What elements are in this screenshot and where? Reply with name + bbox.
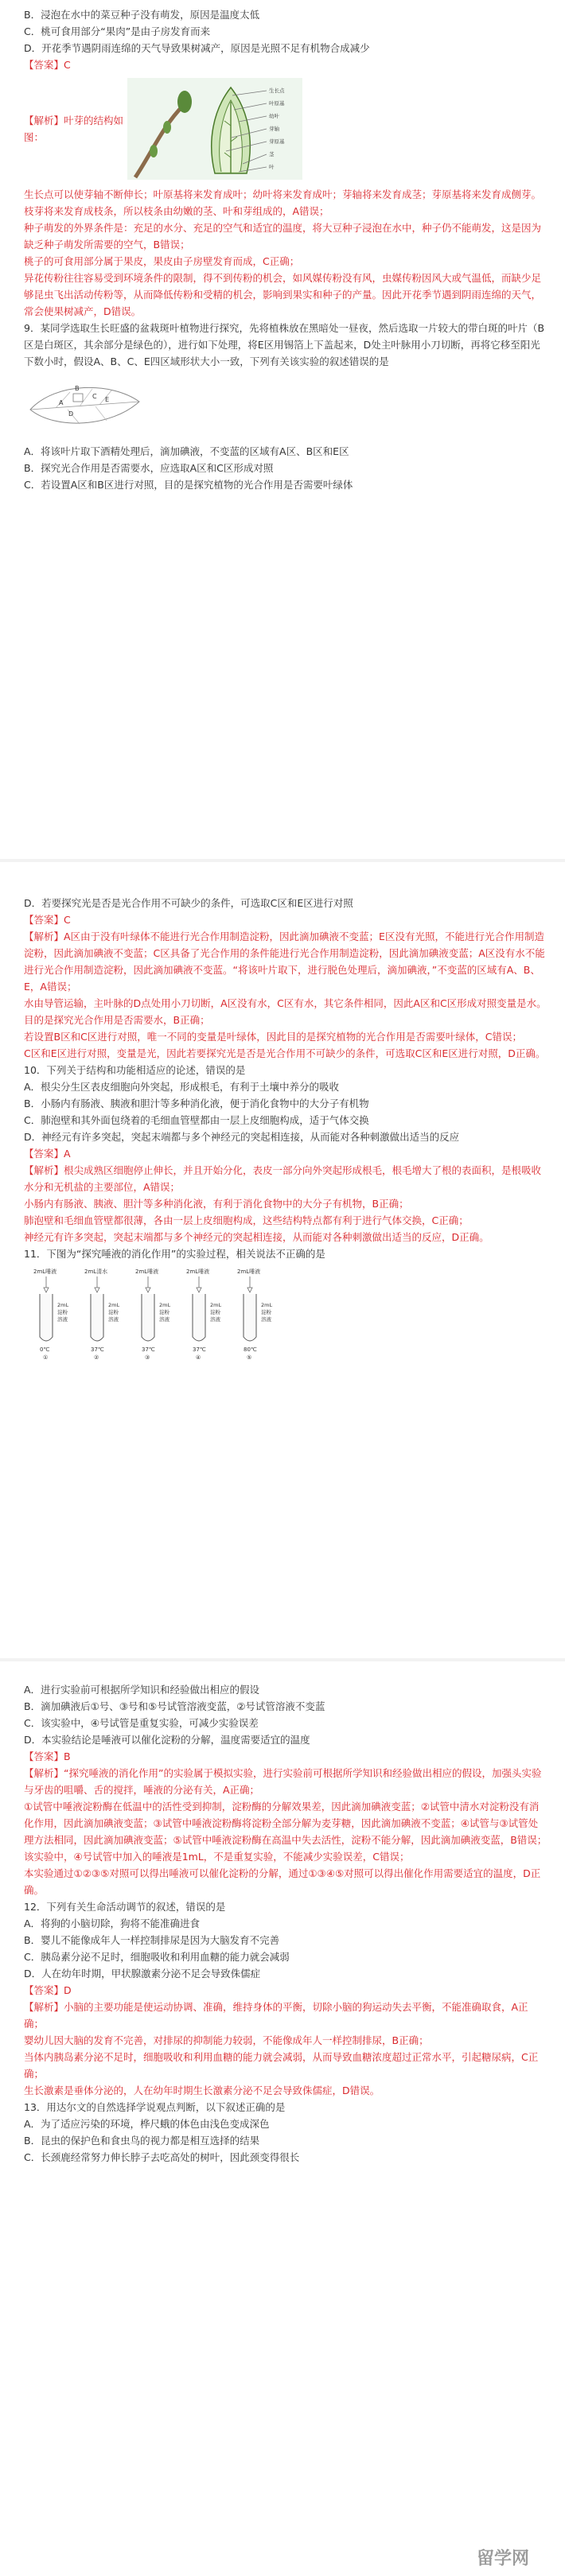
question-line: 12．下列有关生命活动调节的叙述，错误的是 xyxy=(24,1901,226,1913)
analysis-8-lead: 【解析】叶芽的结构如图： xyxy=(24,115,124,143)
tube-content-label: 2mL xyxy=(261,1302,273,1308)
answer-10: 【答案】A xyxy=(24,1148,71,1160)
tube-content-label: 溶液 xyxy=(159,1316,170,1323)
leaf-label-c: C xyxy=(92,393,97,400)
leaf-label-e: E xyxy=(105,396,110,403)
figure-label-young-leaf: 幼叶 xyxy=(269,113,279,119)
analysis-line: 【解析】“探究唾液的消化作用”的实验属于模拟实验，进行实验前可根据所学知识和经验做出相应的假设，加强头实验与牙齿的咀嚼、舌的搅拌，唾液的分泌有关，A正确； xyxy=(24,1767,542,1796)
tube-top-label: 2mL唾液 xyxy=(237,1269,261,1275)
page-separator xyxy=(0,1658,565,1661)
test-tube-5 xyxy=(237,1268,272,1361)
tube-number: ⑤ xyxy=(247,1354,252,1361)
tube-content-label: 溶液 xyxy=(57,1316,68,1323)
tube-content-label: 淀粉 xyxy=(261,1309,271,1315)
page-separator xyxy=(0,859,565,862)
text-line: B．浸泡在水中的菜豆种子没有萌发，原因是温度太低 xyxy=(24,9,260,21)
analysis-line: ①试管中唾液淀粉酶在低温中的活性受到抑制，淀粉酶的分解效果差，因此滴加碘液变蓝；②试管中清水对淀粉没有消化作用，因此滴加碘液变蓝；③试管中唾液淀粉酶将淀粉全部分解为麦芽糖，因此滴加碘液不变蓝；④试管与③试管处理方法相同，因此滴加碘液变蓝；⑤试管中唾液淀粉酶在高温中失去活性，淀粉不能分解，因此滴加碘液变蓝，B错误； xyxy=(24,1801,547,1846)
analysis-line: 本实验通过①②③⑤对照可以得出唾液可以催化淀粉的分解，通过①③④⑤对照可以得出催化作用需要适宜的温度，D正确。 xyxy=(24,1867,541,1896)
question-9-options xyxy=(24,443,547,493)
tube-content-label: 2mL xyxy=(108,1302,120,1308)
test-tube-2 xyxy=(84,1268,119,1361)
question-8-options xyxy=(24,6,547,56)
tube-content-label: 溶液 xyxy=(108,1316,119,1323)
analysis-line: 婴幼儿因大脑的发育不完善，对排尿的抑制能力较弱，不能像成年人一样控制排尿，B正确； xyxy=(24,2034,429,2046)
dropper-icon xyxy=(146,1276,150,1292)
figure-label-leaf-primordium: 叶原基 xyxy=(269,100,285,107)
analysis-11 xyxy=(24,1765,547,1898)
tube-temperature: 0℃ xyxy=(40,1346,50,1353)
text-line: D．开花季节遇阴雨连绵的天气导致果树减产，原因是光照不足有机物合成减少 xyxy=(24,42,370,54)
question-line: D．神经元有许多突起，突起末端都与多个神经元的突起相连接，从而能对各种刺激做出适当的反应 xyxy=(24,1131,460,1143)
option-line: C．若设置A区和B区进行对照，目的是探究植物的光合作用是否需要叶绿体 xyxy=(24,479,353,491)
analysis-line: 【解析】根尖成熟区细胞停止伸长，并且开始分化，表皮一部分向外突起形成根毛，根毛增大了根的表面积，是根吸收水分和无机盐的主要部位，A错误； xyxy=(24,1164,542,1193)
tube-temperature: 80℃ xyxy=(244,1346,257,1353)
tube-content-label: 2mL xyxy=(210,1302,222,1308)
tube-number: ① xyxy=(43,1354,49,1361)
tube-number: ③ xyxy=(145,1354,150,1361)
page-3-content xyxy=(24,1681,547,2166)
leaf-regions-diagram xyxy=(24,378,143,432)
tube-top-label: 2mL清水 xyxy=(84,1269,108,1275)
figure-label-leaf: 叶 xyxy=(269,164,275,170)
analysis-line: 若设置B区和C区进行对照，唯一不同的变量是叶绿体，因此目的是探究植物的光合作用是否需要叶绿体，C错误； xyxy=(24,1031,523,1043)
test-tube-1 xyxy=(33,1268,68,1361)
analysis-line: 小肠内有肠液、胰液、胆汁等多种消化液，有利于消化食物中的大分子有机物，B正确； xyxy=(24,1198,409,1210)
tube-temperature: 37℃ xyxy=(91,1346,104,1353)
question-line: B．昆虫的保护色和食虫鸟的视力都是相互选择的结果 xyxy=(24,2135,260,2147)
option-line: C．该实验中，④号试管是重复实验，可减少实验误差 xyxy=(24,1717,259,1729)
tube-body xyxy=(40,1294,53,1341)
question-13 xyxy=(24,2099,547,2166)
analysis-line: 【解析】A区由于没有叶绿体不能进行光合作用制造淀粉，因此滴加碘液不变蓝；E区没有光照，不能进行光合作用制造淀粉，因此滴加碘液不变蓝；C区具备了光合作用的条件能进行光合作用制造淀粉，因此滴加碘液变蓝；A区没有水不能进行光合作用制造淀粉，因此滴加碘液不变蓝。“将该叶片取下，进行脱色处理后，滴加碘液，”不变蓝的区域有A、B、E，A错误； xyxy=(24,931,545,993)
leaf-label-a: A xyxy=(59,399,64,406)
tube-body xyxy=(193,1294,205,1341)
tube-content-label: 淀粉 xyxy=(159,1309,170,1315)
answer-12: 【答案】D xyxy=(24,1984,72,1996)
figure-label-bud-primordium: 芽原基 xyxy=(269,138,285,145)
question-line: C．长颈鹿经常努力伸长脖子去吃高处的树叶，因此颈变得很长 xyxy=(24,2151,300,2163)
tube-number: ④ xyxy=(196,1354,201,1361)
tube-top-label: 2mL唾液 xyxy=(33,1269,57,1275)
leaf-bud-structure-diagram xyxy=(127,78,302,180)
question-12 xyxy=(24,1898,547,1982)
analysis-line: 神经元有许多突起，突起末端都与多个神经元的突起相连接，从而能对各种刺激做出适当的反应，D正确。 xyxy=(24,1231,489,1243)
dropper-icon xyxy=(247,1276,252,1292)
tube-content-label: 溶液 xyxy=(210,1316,220,1323)
test-tube-4 xyxy=(186,1268,221,1361)
analysis-line: 该实验中，④号试管中加入的唾液是1mL，不是重复实验，不能减少实验误差，C错误； xyxy=(24,1851,410,1863)
analysis-line: 【解析】小脑的主要功能是使运动协调、准确，维持身体的平衡，切除小脑的狗运动失去平衡，不能准确取食，A正确； xyxy=(24,2001,528,2030)
analysis-line: 生长激素是垂体分泌的，人在幼年时期生长激素分泌不足会导致侏儒症，D错误。 xyxy=(24,2085,380,2096)
figure-label-bud-axis: 芽轴 xyxy=(269,126,279,132)
tube-body xyxy=(244,1294,256,1341)
analysis-line: C区和E区进行对照，变量是光，因此若要探究光是否是光合作用不可缺少的条件，可选取C区和E区进行对照，D正确。 xyxy=(24,1047,546,1059)
leaf-label-d: D xyxy=(68,410,74,418)
tube-content-label: 淀粉 xyxy=(210,1309,220,1315)
text-line: 异花传粉往往容易受到环境条件的限制，得不到传粉的机会，如风媒传粉没有风，虫媒传粉因风大或气温低，而缺少足够昆虫飞出活动传粉等，从而降低传粉和受精的机会，影响到果实和种子的产量。因此开花季节遇到阴雨连绵的天气，常会使果树减产，D错误。 xyxy=(24,272,542,317)
text-line: C．桃可食用部分“果肉”是由子房发育而来 xyxy=(24,25,211,37)
saliva-experiment-tubes-diagram xyxy=(24,1265,294,1361)
leaf-label-b: B xyxy=(75,385,80,392)
tube-content-label: 淀粉 xyxy=(57,1309,68,1315)
question-line: C．胰岛素分泌不足时，细胞吸收和利用血糖的能力就会减弱 xyxy=(24,1951,290,1963)
analysis-12 xyxy=(24,1999,547,2099)
option-line: A．进行实验前可根据所学知识和经验做出相应的假设 xyxy=(24,1684,260,1696)
analysis-9 xyxy=(24,928,547,1062)
tube-body xyxy=(142,1294,154,1341)
analysis-10 xyxy=(24,1162,547,1245)
option-line: B．滴加碘液后①号、③号和⑤号试管溶液变蓝，②号试管溶液不变蓝 xyxy=(24,1700,325,1712)
dropper-icon xyxy=(197,1276,201,1292)
dropper-icon xyxy=(95,1276,99,1292)
test-tube-3 xyxy=(135,1268,170,1361)
analysis-line: 当体内胰岛素分泌不足时，细胞吸收和利用血糖的能力就会减弱，从而导致血糖浓度超过正常水平，引起糖尿病，C正确； xyxy=(24,2051,539,2080)
document-page-3 xyxy=(0,1662,565,2576)
option-line: B．探究光合作用是否需要水，应选取A区和C区形成对照 xyxy=(24,462,274,474)
text-line: 桃子的可食用部分属于果皮，果皮由子房壁发育而成，C正确； xyxy=(24,255,300,267)
leaf-diagram-wrap xyxy=(24,378,547,435)
analysis-line: 水由导管运输，主叶脉的D点处用小刀切断，A区没有水，C区有水，其它条件相同，因此A区和C区形成对照变量是水。目的是探究光合作用是否需要水，B正确； xyxy=(24,997,547,1026)
tube-body xyxy=(91,1294,103,1341)
question-line: A．根尖分生区表皮细胞向外突起，形成根毛，有利于土壤中养分的吸收 xyxy=(24,1081,340,1093)
watermark-text: 留学网 xyxy=(476,2548,529,2569)
question-10 xyxy=(24,1062,547,1145)
analysis-line: 肺泡壁和毛细血管壁都很薄，各由一层上皮细胞构成，这些结构特点都有利于进行气体交换，C正确； xyxy=(24,1214,469,1226)
analysis-8-body xyxy=(24,186,547,370)
question-line: A．为了适应污染的环境，桦尺蛾的体色由浅色变成深色 xyxy=(24,2118,270,2130)
tube-top-label: 2mL唾液 xyxy=(186,1269,210,1275)
tube-temperature: 37℃ xyxy=(142,1346,155,1353)
tube-content-label: 淀粉 xyxy=(108,1309,119,1315)
question-11-options xyxy=(24,1681,547,1748)
site-watermark-logo xyxy=(447,2541,559,2573)
tube-number: ② xyxy=(94,1354,99,1361)
dropper-icon xyxy=(44,1276,49,1292)
option-line: A．将该叶片取下酒精处理后，滴加碘液，不变蓝的区域有A区、B区和E区 xyxy=(24,445,349,457)
tube-content-label: 2mL xyxy=(57,1302,69,1308)
question-line: C．肺泡壁和其外面包绕着的毛细血管壁都由一层上皮细胞构成，适于气体交换 xyxy=(24,1114,369,1126)
tube-top-label: 2mL唾液 xyxy=(135,1269,159,1275)
text-line: 生长点可以使芽轴不断伸长；叶原基将来发育成叶；幼叶将来发育成叶；芽轴将来发育成茎；芽原基将来发育成侧芽。枝芽将来发育成枝条，所以枝条由幼嫩的茎、叶和芽组成的，A错误； xyxy=(24,188,542,217)
question-line: 13．用达尔文的自然选择学说观点判断，以下叙述正确的是 xyxy=(24,2101,286,2113)
option-line: D．本实验结论是唾液可以催化淀粉的分解，温度需要适宜的温度 xyxy=(24,1734,310,1746)
question-line: 10．下列关于结构和功能相适应的论述，错误的是 xyxy=(24,1064,246,1076)
tube-temperature: 37℃ xyxy=(193,1346,206,1353)
answer-11: 【答案】B xyxy=(24,1750,71,1762)
question-line: A．将狗的小脑切除，狗将不能准确进食 xyxy=(24,1917,201,1929)
question-line: B．婴儿不能像成年人一样控制排尿是因为大脑发育不完善 xyxy=(24,1934,280,1946)
page-2-content xyxy=(24,895,547,1364)
text-line: 9．某同学选取生长旺盛的盆栽斑叶植物进行探究，先将植株放在黑暗处一昼夜，然后选取一片较大的带白斑的叶片（B区是白斑区，其余部分是绿色的），进行如下处理，将E区用锡箔上下盖起来，D处主叶脉用小刀切断，再将它移至阳光下数小时，假设A、B、C、E四区域形状大小一致，下列有关该实验的叙述错误的是 xyxy=(24,322,545,367)
figure-label-stem: 茎 xyxy=(269,151,275,157)
document-page-2 xyxy=(0,863,565,1658)
page-1-content xyxy=(24,6,547,493)
document-page-1 xyxy=(0,0,565,859)
question-9-option-d: D．若要探究光是否是光合作用不可缺少的条件，可选取C区和E区进行对照 xyxy=(24,897,353,909)
tube-content-label: 2mL xyxy=(159,1302,171,1308)
answer-9: 【答案】C xyxy=(24,914,71,926)
analysis-8-figure-row xyxy=(24,78,547,180)
answer-8: 【答案】C xyxy=(24,59,71,71)
figure-label-growing-point: 生长点 xyxy=(269,87,285,94)
question-line: B．小肠内有肠液、胰液和胆汁等多种消化液，便于消化食物中的大分子有机物 xyxy=(24,1098,369,1109)
question-11-stem: 11．下图为“探究唾液的消化作用”的实验过程，相关说法不正确的是 xyxy=(24,1248,325,1260)
question-line: D．人在幼年时期，甲状腺激素分泌不足会导致侏儒症 xyxy=(24,1968,261,1980)
tube-content-label: 溶液 xyxy=(261,1316,271,1323)
text-line: 种子萌发的外界条件是：充足的水分、充足的空气和适宜的温度，将大豆种子浸泡在水中，种子仍不能萌发，这是因为缺乏种子萌发所需要的空气，B错误； xyxy=(24,222,542,251)
